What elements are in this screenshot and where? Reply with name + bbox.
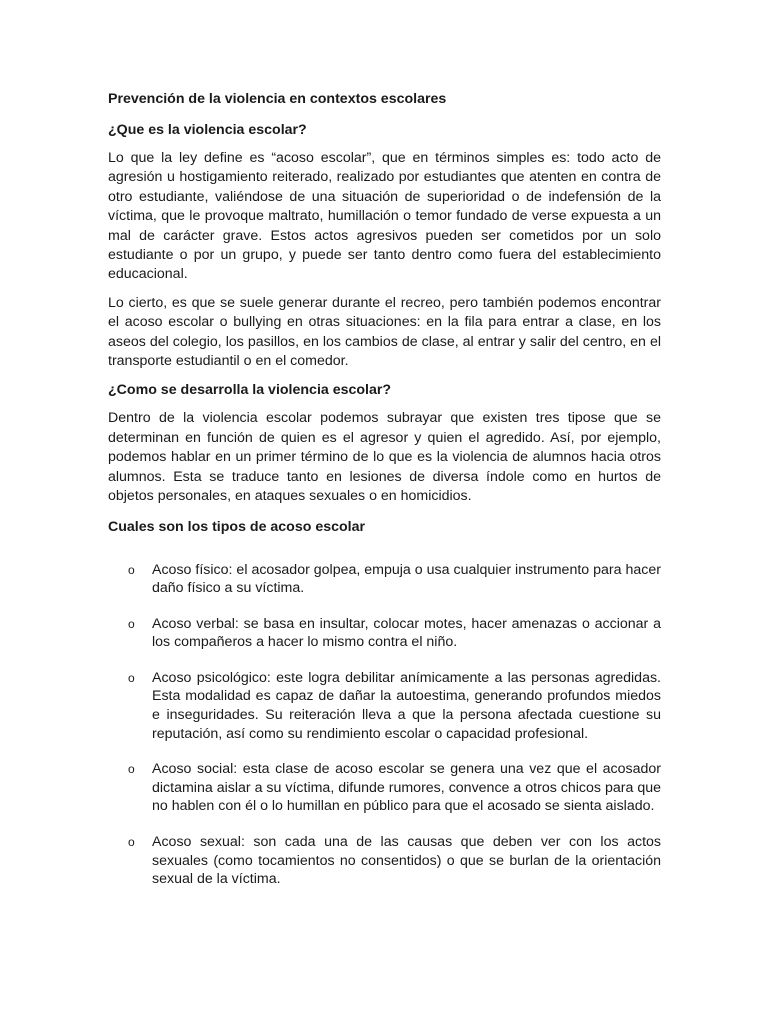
list-item-sexual xyxy=(108,833,661,889)
circle-bullet-icon: o xyxy=(128,835,135,850)
list-item-social xyxy=(108,760,661,816)
list-item-text: Acoso verbal: se basa en insultar, colocar motes, hacer amenazas o accionar a los compañeros a hacer lo mismo contra el niño. xyxy=(152,615,661,651)
list-item-text: Acoso físico: el acosador golpea, empuja o usa cualquier instrumento para hacer daño físico a su víctima. xyxy=(152,561,661,597)
section-heading-types: Cuales son los tipos de acoso escolar xyxy=(108,518,366,535)
types-list xyxy=(108,561,661,889)
list-item-psychological xyxy=(108,669,661,743)
section-heading-what-is: ¿Que es la violencia escolar? xyxy=(108,122,307,138)
list-item-verbal xyxy=(108,615,661,652)
paragraph-development: Dentro de la violencia escolar podemos subrayar que existen tres tipose que se determinan en función de quien es el agresor y quien el agredido. Así, por ejemplo, podemos hablar en un primer término de lo que es la violencia de alumnos hacia otros alumnos. Esta se traduce tanto en lesiones de diversa índole como en hurtos de objetos personales, en ataques sexuales o en homicidios. xyxy=(108,410,661,505)
list-item-text: Acoso sexual: son cada una de las causas que deben ver con los actos sexuales (como tocamientos no consentidos) o que se burlan de la orientación sexual de la víctima. xyxy=(152,834,661,888)
list-item-text: Acoso psicológico: este logra debilitar anímicamente a las personas agredidas. Esta modalidad es capaz de dañar la autoestima, generando profundos miedos e inseguridades. Su reiteración lleva a que la persona afectada cuestione su reputación, así como su rendimiento escolar o capacidad profesional. xyxy=(152,669,661,742)
document-page xyxy=(108,89,661,906)
circle-bullet-icon: o xyxy=(128,762,135,777)
circle-bullet-icon: o xyxy=(128,562,135,577)
paragraph-locations: Lo cierto, es que se suele generar durante el recreo, pero también podemos encontrar el acoso escolar o bullying en otras situaciones: en la fila para entrar a clase, en los aseos del colegio, los pasillos, en los cambios de clase, al entrar y salir del centro, en el transporte estudiantil o en el comedor. xyxy=(108,294,661,370)
circle-bullet-icon: o xyxy=(128,616,135,631)
circle-bullet-icon: o xyxy=(128,670,135,685)
document-title: Prevención de la violencia en contextos escolares xyxy=(108,91,447,107)
list-item-physical xyxy=(108,561,661,598)
list-item-text: Acoso social: esta clase de acoso escolar se genera una vez que el acosador dictamina aislar a su víctima, difunde rumores, convence a otros chicos para que no hablen con él o lo humillan en público para que el acosado se sienta aislado. xyxy=(152,761,661,815)
paragraph-definition: Lo que la ley define es “acoso escolar”, que en términos simples es: todo acto de agresión u hostigamiento reiterado, realizado por estudiantes que atenten en contra de otro estudiante, valiéndose de una situación de superioridad o de indefensión de la víctima, que le provoque maltrato, humillación o temor fundado de verse expuesta a un mal de carácter grave. Estos actos agresivos pueden ser cometidos por un solo estudiante o por un grupo, y puede ser tanto dentro como fuera del establecimiento educacional. xyxy=(108,150,661,283)
section-heading-how-develops: ¿Como se desarrolla la violencia escolar? xyxy=(108,382,392,399)
